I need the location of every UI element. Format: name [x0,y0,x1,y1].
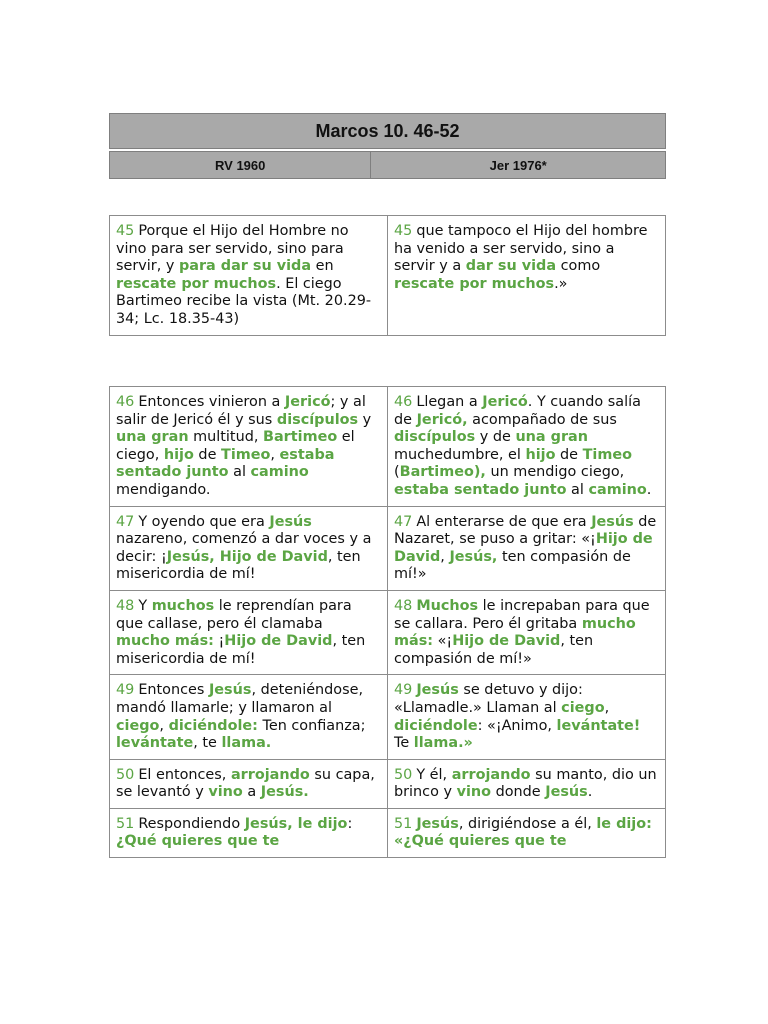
highlighted-phrase: una gran [515,429,589,446]
highlighted-phrase: Hijo de David [452,633,561,650]
highlighted-phrase: para dar su vida [178,258,312,275]
highlighted-phrase: Jesús, [449,548,498,565]
highlighted-phrase: le dijo: «¿Qué quieres que te [394,815,652,850]
highlighted-phrase: vino [208,784,243,801]
verse-row [110,506,666,590]
verse-text: al [228,464,251,481]
highlighted-phrase: hijo [163,446,194,463]
verse-text: Te [394,735,414,752]
rv1960-verse-cell [110,590,388,674]
highlighted-phrase: discípulos [276,411,359,428]
highlighted-phrase: Jesús [208,682,252,699]
rv1960-verse-cell [110,216,388,336]
highlighted-phrase: Jesús [545,784,588,801]
verse-table-46-51 [109,386,666,858]
highlighted-phrase: Jesús [269,513,312,530]
verse-text: al [566,481,589,498]
verse-text: y [358,411,372,428]
verse-text: su manto, dio un brinco y [394,766,657,801]
verse-row [110,808,666,857]
verse-row [110,590,666,674]
verse-number: 50 [394,766,413,783]
verse-row [110,216,666,336]
highlighted-phrase: Hijo de David [224,633,333,650]
verse-text: donde [491,784,546,801]
verse-text: ¡ [213,633,225,650]
verse-text: nazareno, comenzó a dar voces y a decir: ¡ [116,531,372,565]
highlighted-phrase: ¿Qué quieres que te [116,833,280,850]
verse-text: Al enterarse de que era [416,513,592,530]
verse-text: , ten compasión de mí!» [394,633,594,667]
verse-number: 46 [394,394,413,410]
highlighted-phrase: arrojando [230,766,310,783]
verse-number: 45 [394,223,413,239]
highlighted-phrase: rescate por muchos [116,275,277,292]
highlighted-phrase: Jesús [416,682,459,699]
highlighted-phrase: Jesús, le dijo [244,815,348,832]
rv1960-verse-cell [110,759,388,808]
highlighted-phrase: mucho más: [116,633,214,650]
verse-text: , dirigiéndose a él, [458,815,597,832]
highlighted-phrase: llama.» [413,735,473,752]
verse-text: un mendigo ciego, [485,464,625,481]
verse-text: El entonces, [138,766,231,783]
verse-text: : [347,815,353,832]
rv1960-verse-cell [110,675,388,759]
highlighted-phrase: Hijo de David [394,531,653,565]
rv1960-verse-cell [110,506,388,590]
passage-header [109,113,666,179]
highlighted-phrase: Muchos [416,597,479,614]
verse-text: . [646,481,652,498]
verse-text: .» [554,275,568,292]
verse-row [110,387,666,507]
verse-text: , te [193,735,222,752]
highlighted-phrase: rescate por muchos [394,275,555,292]
highlighted-phrase: mucho más: [394,615,636,650]
verse-text: Porque el Hijo del Hombre no vino para ser servido, sino para servir, y [116,223,349,275]
verse-text: de [193,446,221,463]
highlighted-phrase: muchos [151,597,215,614]
version-rv1960-header: RV 1960 [110,152,371,179]
jer1976-verse-cell [388,387,666,507]
verse-text: de [555,446,583,463]
verse-text: su capa, se levantó y [116,766,375,801]
verse-number: 47 [116,513,135,530]
verse-number: 50 [116,766,135,783]
verse-text: Entonces vinieron a [138,394,285,410]
highlighted-phrase: dar su vida [465,258,557,275]
verse-text: Ten confianza; [257,717,366,734]
highlighted-phrase: Jesús [416,815,459,832]
verse-text: muchedumbre, el [394,446,526,463]
version-jer1976-header: Jer 1976* [371,152,666,179]
verse-number: 49 [394,682,413,699]
verse-text: multitud, [188,429,263,446]
verse-text: en [311,258,334,275]
verse-text: y de [475,429,516,446]
verse-text: Llegan a [416,394,483,410]
highlighted-phrase: ciego [116,717,160,734]
verse-number: 49 [116,682,135,699]
highlighted-phrase: Jericó [284,394,331,410]
jer1976-verse-cell [388,506,666,590]
verse-number: 47 [394,513,413,530]
verse-number: 48 [116,597,135,614]
highlighted-phrase: Jesús. [260,784,309,801]
highlighted-phrase: una gran [116,429,189,446]
verse-text: mendigando. [116,481,211,498]
verse-text: que tampoco el Hijo del hombre ha venido a ser servido, sino a servir y a [394,223,648,275]
verse-number: 46 [116,394,135,410]
verse-text: . El ciego Bartimeo recibe la vista (Mt. 20.29-34; Lc. 18.35-43) [116,275,372,327]
highlighted-phrase: camino [588,481,647,498]
highlighted-phrase: estaba sentado junto [394,481,567,498]
verse-number: 51 [394,815,413,832]
verse-table-45 [109,215,666,336]
verse-text: , [270,446,280,463]
verse-text: , [604,699,610,716]
verse-number: 51 [116,815,135,832]
verse-text: se detuvo y dijo: «Llamadle.» Llaman al [394,682,583,716]
highlighted-phrase: estaba sentado junto [116,446,335,481]
highlighted-phrase: discípulos [394,429,476,446]
verse-text: , [440,548,450,565]
jer1976-verse-cell [388,759,666,808]
highlighted-phrase: camino [250,464,309,481]
jer1976-verse-cell [388,808,666,857]
highlighted-phrase: levántate [116,735,194,752]
verse-text: , ten misericordia de mí! [116,633,366,667]
verse-text: Y [138,597,152,614]
verse-number: 48 [394,597,413,614]
highlighted-phrase: diciéndole [394,717,478,734]
highlighted-phrase: Jesús, Hijo de David [166,548,328,565]
verse-text: «¡ [433,633,453,650]
rv1960-verse-cell [110,387,388,507]
highlighted-phrase: Jericó, [416,411,468,428]
verse-text: a [242,784,261,801]
highlighted-phrase: Bartimeo [262,429,338,446]
verse-text: ; y al salir de Jericó él y sus [116,394,366,428]
highlighted-phrase: vino [456,784,492,801]
rv1960-verse-cell [110,808,388,857]
verse-text: acompañado de sus [467,411,617,428]
jer1976-verse-cell [388,590,666,674]
verse-text: Respondiendo [138,815,245,832]
verse-text: , [159,717,169,734]
highlighted-phrase: Timeo [582,446,632,463]
verse-text: , ten misericordia de mí! [116,548,361,583]
highlighted-phrase: ciego [561,699,605,716]
verse-text: Entonces [138,682,209,699]
verse-text: como [556,258,601,275]
verse-text: ( [394,464,400,481]
verse-text: el ciego, [116,429,355,463]
verse-row [110,759,666,808]
highlighted-phrase: levántate! [556,717,641,734]
jer1976-verse-cell [388,216,666,336]
highlighted-phrase: Timeo [221,446,271,463]
verse-text: , deteniéndose, mandó llamarle; y llamaron al [116,682,364,716]
highlighted-phrase: arrojando [451,766,531,783]
verse-text: : «¡Animo, [477,717,557,734]
highlighted-phrase: Jesús [591,513,634,530]
highlighted-phrase: llama. [221,735,272,752]
verse-text: Y oyendo que era [138,513,270,530]
verse-row [110,675,666,759]
verse-text: . Y cuando salía de [394,394,641,428]
verse-text: le reprendían para que callase, pero él clamaba [116,597,352,632]
verse-text: de Nazaret, se puso a gritar: «¡ [394,513,657,548]
highlighted-phrase: Bartimeo), [399,464,486,481]
highlighted-phrase: diciéndole: [168,717,258,734]
verse-number: 45 [116,223,135,239]
jer1976-verse-cell [388,675,666,759]
verse-text: Y él, [416,766,452,783]
verse-text: ten compasión de mí!» [394,548,631,583]
passage-title: Marcos 10. 46-52 [110,114,666,149]
highlighted-phrase: hijo [525,446,556,463]
highlighted-phrase: Jericó [482,394,528,410]
verse-text: le increpaban para que se callara. Pero él gritaba [394,597,650,632]
verse-text: . [587,784,593,801]
